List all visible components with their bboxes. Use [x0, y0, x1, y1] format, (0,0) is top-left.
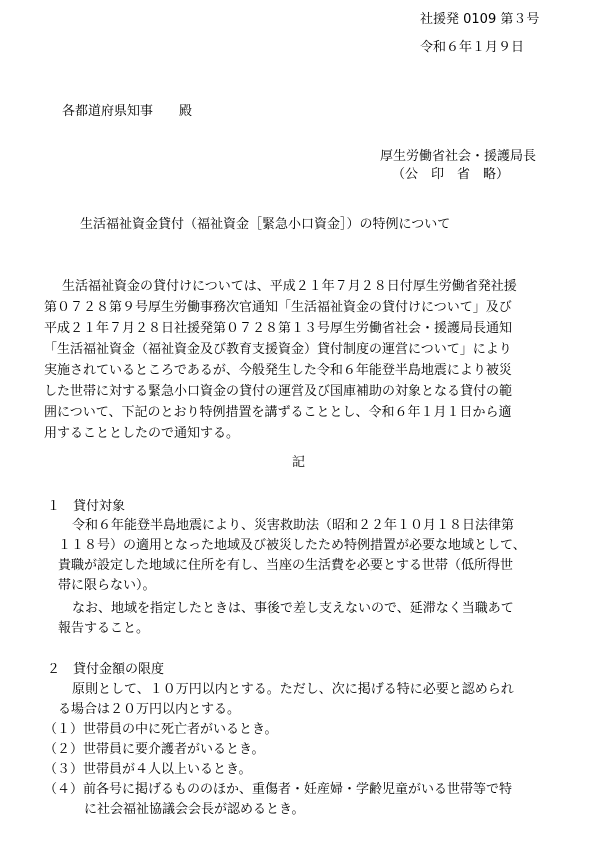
doc-number: 社援発 0109 第３号: [420, 12, 540, 27]
seal-omitted: （公 印 省 略）: [392, 167, 510, 182]
section-1-line: 帯に限らない）。: [58, 578, 156, 593]
document-subject: 生活福祉資金貸付（福祉資金［緊急小口資金］）の特例について: [80, 217, 451, 232]
section-2-item: （４）前各号に掲げるもののほか、重傷者・妊産婦・学齢児童がいる世帯等で特: [44, 782, 513, 797]
intro-line: 平成２１年７月２８日社援発第０７２８第１３号厚生労働省社会・援護局長通知: [44, 321, 513, 336]
intro-line: 第０７２８第９号厚生労働事務次官通知「生活福祉資金の貸付けについて」及び: [44, 300, 512, 315]
section-1-note-line: なお、地域を指定したときは、事後で差し支えないので、延滞なく当職あて: [72, 601, 514, 616]
intro-line: 囲について、下記のとおり特例措置を講ずることとし、令和６年１月１日から適: [44, 405, 512, 420]
section-2-item: （１）世帯員の中に死亡者がいるとき。: [44, 722, 278, 737]
section-1-line: １１８号）の適用となった地域及び被災したため特例措置が必要な地域として、: [58, 538, 526, 553]
section-1-line: 令和６年能登半島地震により、災害救助法（昭和２２年１０月１８日法律第: [72, 518, 515, 533]
intro-line: 実施されているところであるが、今般発生した令和６年能登半島地震により被災: [44, 363, 512, 378]
section-2-heading: ２ 貸付金額の限度: [47, 662, 165, 677]
intro-line: 「生活福祉資金（福祉資金及び教育支援資金）貸付制度の運営について」により: [44, 342, 512, 357]
section-1-heading: １ 貸付対象: [47, 499, 126, 514]
section-2-line: 原則として、１０万円以内とする。ただし、次に掲げる特に必要と認められ: [72, 682, 514, 697]
section-2-item-continuation: に社会福祉協議会会長が認めるとき。: [84, 802, 305, 817]
intro-line: した世帯に対する緊急小口資金の貸付の運営及び国庫補助の対象となる貸付の範: [44, 384, 513, 399]
section-2-item: （２）世帯員に要介護者がいるとき。: [44, 742, 265, 757]
doc-date: 令和６年１月９日: [420, 40, 525, 55]
section-2-line: る場合は２０万円以内とする。: [58, 702, 241, 717]
intro-line: 生活福祉資金の貸付けについては、平成２１年７月２８日付厚生労働省発社援: [62, 279, 517, 294]
section-1-note-line: 報告すること。: [58, 621, 150, 636]
section-2-item: （３）世帯員が４人以上いるとき。: [44, 762, 252, 777]
intro-line: 用することとしたので通知する。: [44, 426, 240, 441]
addressee: 各都道府県知事 殿: [62, 104, 193, 119]
ki-heading: 記: [292, 455, 306, 470]
sender-title: 厚生労働省社会・援護局長: [380, 149, 537, 164]
section-1-line: 貴職が設定した地域に住所を有し、当座の生活費を必要とする世帯（低所得世: [58, 558, 514, 573]
